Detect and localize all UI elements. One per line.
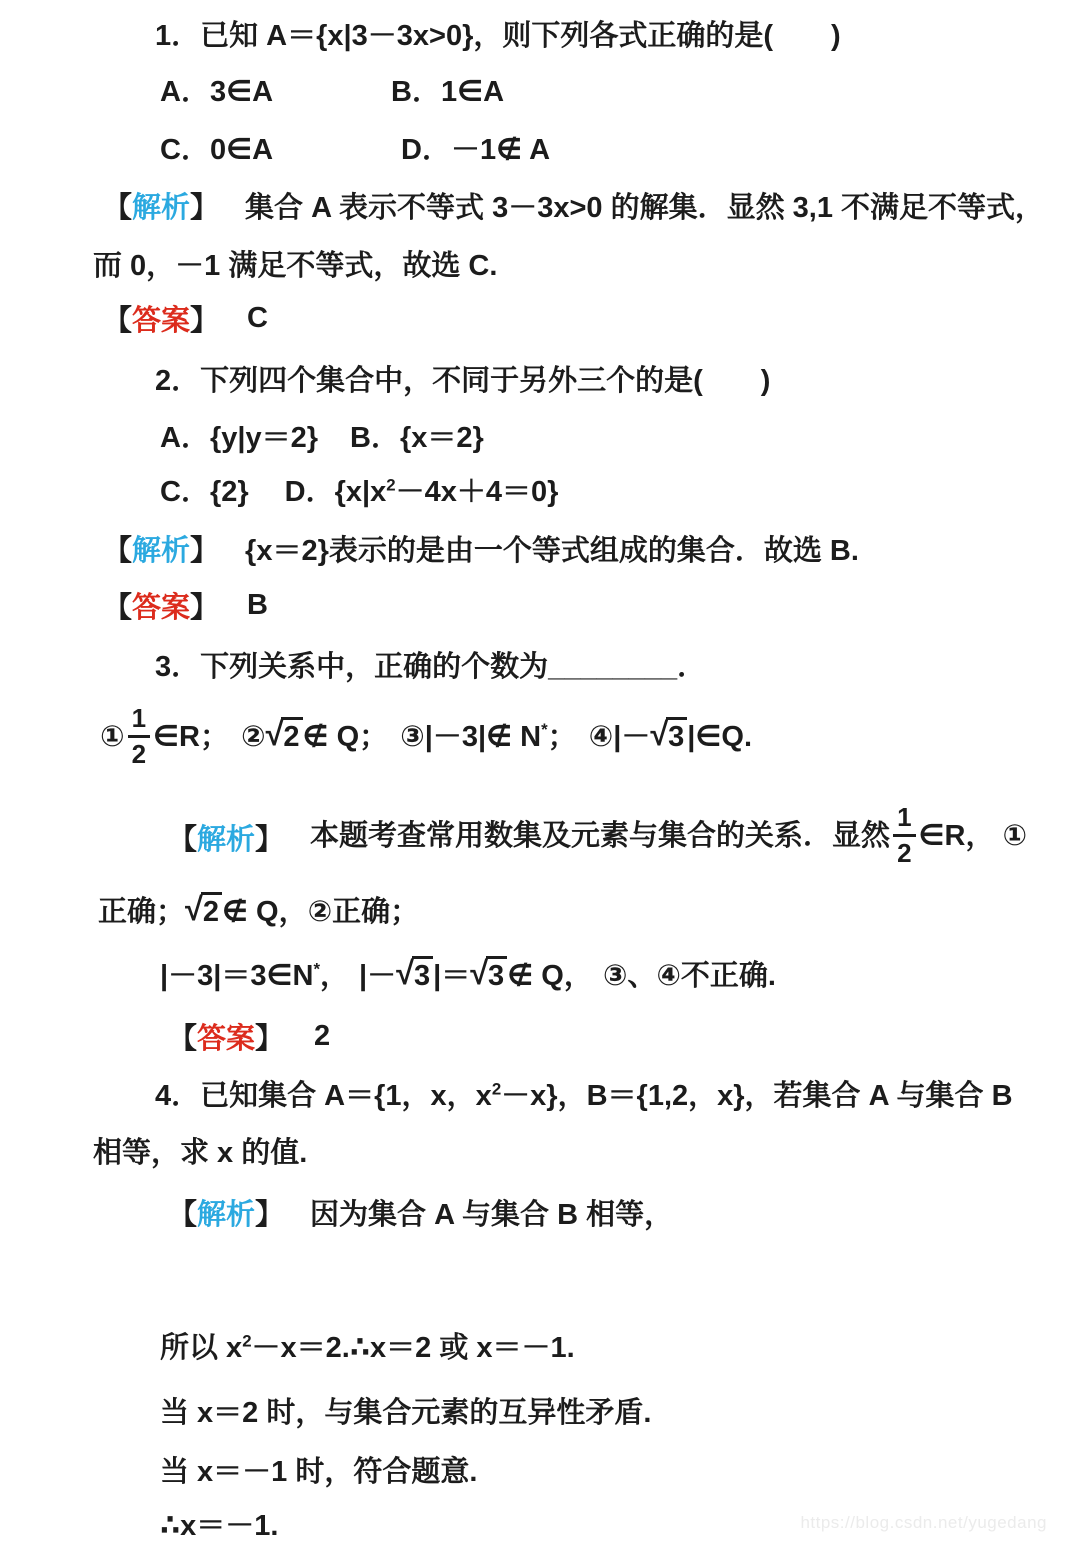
text-run: 当 x＝－1 时，符合题意.: [160, 1455, 478, 1488]
left-bracket: 【: [168, 1022, 198, 1055]
set-letter: Q: [336, 720, 360, 753]
analysis-label: 解析: [197, 823, 256, 856]
text-run: ②正确；: [307, 895, 420, 928]
text-run: －4x＋4＝0}: [395, 475, 559, 508]
analysis-label: 解析: [197, 1198, 256, 1231]
text-run: ③|－3|∉: [400, 720, 521, 753]
right-bracket: 】: [255, 823, 285, 856]
q2-option-b: [350, 415, 484, 456]
text-run: ，: [965, 819, 995, 852]
text-run: ；: [359, 720, 389, 753]
text-run: ∴x＝－1.: [160, 1509, 279, 1542]
left-bracket: 【: [168, 823, 198, 856]
text-run: B．1∈A: [391, 75, 505, 108]
left-bracket: 【: [103, 591, 133, 624]
superscript: 2: [242, 1330, 252, 1350]
q1-option-c: [160, 127, 273, 168]
left-bracket: 【: [103, 534, 133, 567]
radical-sign: √: [470, 954, 489, 991]
text-run: 1．已知 A＝{x|3－3x>0}，则下列各式正确的是( ): [155, 19, 841, 52]
text-run: 当 x＝2 时，与集合元素的互异性矛盾.: [160, 1396, 652, 1429]
q1-stem-row: [155, 10, 841, 56]
text-run: |∈: [687, 720, 722, 753]
text-run: ∉: [507, 959, 542, 992]
q1-options-row-1: [160, 66, 504, 112]
text-run: 相等，求 x 的值.: [93, 1136, 308, 1169]
q3-analysis-text-2: [98, 889, 419, 930]
text-run: A．{y|y＝2}: [160, 421, 319, 454]
q4-solution-1: [160, 1325, 575, 1366]
text-run: 本题考查常用数集及元素与集合的关系．显然: [310, 819, 891, 852]
text-run: ①: [1002, 819, 1028, 852]
radical-sign: √: [396, 954, 414, 991]
answer-label: 答案: [132, 304, 191, 337]
q2-options-row-2: [160, 466, 558, 512]
text-run: ∈: [153, 720, 180, 753]
text-run: C．0∈A: [160, 133, 274, 166]
q4-solution-row-3: [160, 1446, 477, 1492]
analysis-label: 解析: [132, 534, 191, 567]
text-run: A．3∈A: [160, 75, 274, 108]
fraction-numerator: 1: [893, 803, 915, 837]
set-letter: R: [179, 720, 200, 753]
text-run: D．{x|x: [284, 475, 387, 508]
superscript: *: [541, 720, 548, 739]
superscript: 2: [491, 1078, 502, 1098]
sqrt-expression: [470, 956, 507, 993]
radicand: 2: [281, 717, 302, 754]
text-run: ∉: [221, 895, 257, 928]
q3-analysis-text-1: [310, 801, 1028, 869]
text-run: C．{2}: [160, 475, 249, 508]
q3-stem: [155, 644, 706, 685]
csdn-watermark: https://blog.csdn.net/yugedang: [800, 1513, 1047, 1532]
text-run: ，: [563, 959, 593, 992]
set-letter: N: [520, 720, 542, 753]
text-run: 3．下列关系中，正确的个数为________．: [155, 650, 707, 683]
text-run: ，: [278, 895, 308, 928]
radical-sign: √: [650, 715, 669, 752]
set-letter: Q: [721, 720, 744, 753]
set-letter: Q: [256, 895, 279, 928]
q4-solution-2: [160, 1390, 651, 1431]
fraction: [893, 803, 915, 867]
radicand: 2: [201, 892, 222, 929]
q3-analysis-row-2: [98, 886, 419, 932]
q1-option-b: [391, 69, 504, 110]
superscript: *: [313, 958, 320, 978]
q4-stem-2: [93, 1130, 307, 1171]
text-run: －x＝2.∴x＝2 或 x＝－1.: [251, 1331, 575, 1364]
set-letter: N: [292, 959, 314, 992]
text-run: |－3|＝3∈: [160, 959, 293, 992]
q2-option-a: [160, 415, 318, 456]
superscript: 2: [386, 474, 396, 494]
radical-sign: √: [185, 890, 203, 927]
analysis-tag: [168, 1192, 284, 1233]
text-run: 所以 x: [160, 1331, 243, 1364]
fraction: [128, 704, 150, 768]
text-run: ；: [199, 720, 229, 753]
q4-analysis-row: [168, 1189, 673, 1235]
q2-analysis-text: [245, 528, 859, 569]
q4-solution-3: [160, 1449, 477, 1490]
analysis-tag: [168, 817, 284, 858]
sqrt-expression: [396, 956, 433, 993]
answer-tag: [103, 585, 219, 626]
q4-stem-row-1: [155, 1070, 1013, 1116]
text-run: 4．已知集合 A＝{1，x，x: [155, 1079, 492, 1112]
fraction-denominator: 2: [897, 837, 912, 868]
q4-solution-row-1: [160, 1322, 575, 1368]
left-bracket: 【: [103, 191, 133, 224]
q4-stem-1: [155, 1073, 1013, 1114]
q1-option-a: [160, 69, 273, 110]
text-run: ，: [319, 959, 349, 992]
text-run: D．－1∉ A: [401, 133, 551, 166]
text-run: |＝: [433, 959, 471, 992]
text-run: ；: [547, 720, 577, 753]
text-run: ∈: [918, 819, 945, 852]
text-run: ④|－: [588, 720, 651, 753]
q1-analysis-text-2: [93, 243, 497, 284]
q1-analysis-row-2: [93, 240, 497, 286]
q1-answer-row: [103, 295, 268, 341]
q3-formula-row: [100, 692, 752, 784]
q1-analysis-text-1: [245, 185, 1044, 226]
analysis-label: 解析: [132, 191, 191, 224]
q2-options-row-1: [160, 412, 484, 458]
analysis-tag: [103, 185, 219, 226]
q2-answer-value: B: [247, 588, 268, 621]
answer-tag: [103, 298, 219, 339]
analysis-tag: [103, 528, 219, 569]
right-bracket: 】: [190, 591, 220, 624]
text-run: 而 0，－1 满足不等式，故选 C.: [93, 249, 498, 282]
q3-analysis-text-3: [160, 953, 776, 994]
q3-formula: [100, 702, 753, 770]
set-letter: R: [944, 819, 966, 852]
q4-solution-row-2: [160, 1387, 651, 1433]
left-bracket: 【: [103, 304, 133, 337]
q4-stem-row-2: [93, 1127, 307, 1173]
q2-stem: [155, 358, 770, 399]
text-run: 因为集合 A 与集合 B 相等，: [310, 1198, 674, 1231]
text-run: |－: [359, 959, 397, 992]
right-bracket: 】: [190, 534, 220, 567]
q2-stem-row: [155, 355, 770, 401]
q1-stem: [155, 13, 841, 54]
q4-solution-4: [160, 1503, 279, 1544]
q1-options-row-2: [160, 124, 550, 170]
right-bracket: 】: [255, 1198, 285, 1231]
q3-analysis-row-1: [168, 791, 1027, 883]
radicand: 3: [486, 956, 507, 993]
q3-answer-row: [168, 1013, 330, 1059]
q4-solution-row-4: [160, 1500, 279, 1546]
radical-sign: √: [265, 715, 284, 752]
answer-label: 答案: [132, 591, 191, 624]
q2-analysis-row: [103, 525, 859, 571]
q2-option-d: [285, 469, 559, 510]
q3-analysis-row-3: [160, 950, 776, 996]
answer-tag: [168, 1016, 284, 1057]
q1-answer-value: C: [247, 301, 268, 334]
text-run: 集合 A 表示不等式 3－3x>0 的解集．显然 3,1 不满足不等式，: [245, 191, 1045, 224]
q3-answer-value: 2: [314, 1019, 331, 1052]
text-run: 2．下列四个集合中，不同于另外三个的是( ): [155, 364, 771, 397]
fraction-numerator: 1: [128, 704, 150, 738]
text-run: 正确；: [98, 895, 186, 928]
sqrt-expression: [650, 717, 687, 754]
q1-analysis-row-1: [103, 182, 1044, 228]
text-run: ∉: [302, 720, 337, 753]
text-run: ②: [241, 720, 266, 753]
radicand: 3: [666, 717, 687, 754]
q1-option-d: [401, 127, 550, 168]
answer-label: 答案: [197, 1022, 256, 1055]
q2-answer-row: [103, 582, 268, 628]
right-bracket: 】: [190, 304, 220, 337]
text-run: {x＝2}表示的是由一个等式组成的集合．故选 B.: [245, 534, 859, 567]
radicand: 3: [412, 956, 433, 993]
right-bracket: 】: [255, 1022, 285, 1055]
text-run: .: [743, 720, 753, 753]
text-run: B．{x＝2}: [350, 421, 484, 454]
text-run: －x}，B＝{1,2，x}，若集合 A 与集合 B: [501, 1079, 1013, 1112]
left-bracket: 【: [168, 1198, 198, 1231]
q3-stem-row: [155, 641, 706, 687]
sqrt-expression: [185, 892, 222, 929]
q4-analysis-text: [310, 1192, 673, 1233]
text-run: ③、④不正确.: [602, 959, 776, 992]
text-run: ①: [100, 720, 125, 753]
set-letter: Q: [541, 959, 564, 992]
fraction-denominator: 2: [131, 738, 147, 769]
sqrt-expression: [266, 717, 303, 754]
right-bracket: 】: [190, 191, 220, 224]
q2-option-c: [160, 469, 249, 510]
